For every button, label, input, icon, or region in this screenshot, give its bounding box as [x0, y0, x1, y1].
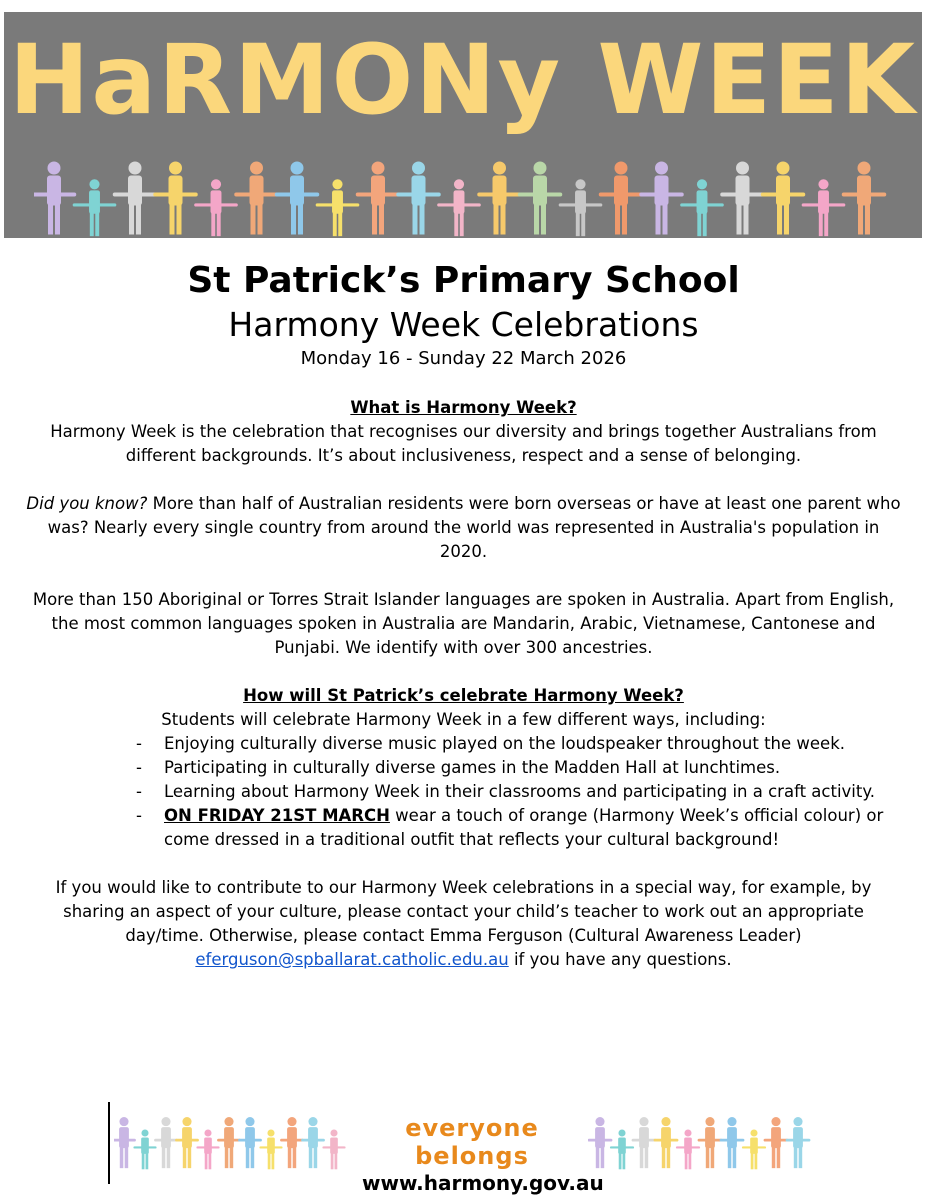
people-holding-hands-illustration — [34, 160, 894, 244]
person-figure — [677, 1129, 699, 1169]
person-figure — [641, 162, 682, 235]
person-figure — [439, 179, 480, 236]
person-figure — [303, 1117, 324, 1168]
celebrate-list — [128, 732, 897, 852]
footer-text — [362, 1114, 604, 1196]
fact-1-text: More than half of Australian residents were born overseas or have at least one parent who was? Nearly every single country from around the world was represented in Australia's population in 2020. — [47, 494, 901, 561]
list-item: - Participating in culturally diverse games in the Madden Hall at lunchtimes. — [164, 756, 897, 780]
footer-banner — [108, 1102, 822, 1195]
event-dates: Monday 16 - Sunday 22 March 2026 — [300, 348, 627, 369]
person-figure — [74, 179, 115, 236]
person-figure — [601, 162, 642, 235]
celebrate-heading: How will St Patrick’s celebrate Harmony Week? — [243, 686, 684, 705]
person-figure — [655, 1117, 677, 1168]
person-figure — [219, 1117, 240, 1168]
person-figure — [479, 162, 520, 235]
intro-body: Harmony Week is the celebration that recognises our diversity and brings together Australians from different backgrounds. It’s about inclusiveness, respect and a sense of belonging. — [50, 422, 877, 465]
person-figure — [398, 162, 439, 235]
friday-label: ON FRIDAY 21ST MARCH — [164, 806, 390, 825]
person-figure — [358, 162, 399, 235]
celebrate-lead: Students will celebrate Harmony Week in a few different ways, including: — [161, 710, 766, 729]
person-figure — [763, 162, 804, 235]
footer-url: www.harmony.gov.au — [362, 1171, 604, 1195]
intro-section — [0, 396, 927, 468]
person-figure — [196, 179, 237, 236]
main-content — [0, 252, 927, 996]
person-figure — [317, 179, 358, 236]
footer-slogan: everyone belongs — [405, 1114, 539, 1170]
person-figure — [520, 162, 561, 235]
list-item-friday — [164, 804, 897, 852]
person-figure — [721, 1117, 743, 1168]
person-figure — [156, 1117, 177, 1168]
school-name: St Patrick’s Primary School — [187, 260, 740, 301]
person-figure — [277, 162, 318, 235]
person-figure — [844, 162, 885, 235]
person-figure — [722, 162, 763, 235]
person-figure — [803, 179, 844, 236]
fact-2: More than 150 Aboriginal or Torres Strait Islander languages are spoken in Australia. Apart from English, the most common languages spoken in Australia are Mandarin, Arabic, Vietnamese, Cantonese and Punjabi. We identify with over 300 ancestries. — [32, 590, 895, 657]
person-figure — [743, 1129, 765, 1169]
person-figure — [324, 1129, 345, 1169]
person-figure — [765, 1117, 787, 1168]
friday-text: wear a touch of orange (Harmony Week’s official colour) or come dressed in a traditional outfit that reflects your cultural background! — [164, 806, 884, 849]
person-figure — [115, 162, 156, 235]
contact-text: If you would like to contribute to our Harmony Week celebrations in a special way, for example, by sharing an aspect of your culture, please contact your child’s teacher to work out an appropriate day/time. Otherwise, please contact Emma Ferguson (Cultural Awareness Leader) — [55, 878, 872, 945]
person-figure — [699, 1117, 721, 1168]
footer-people-right-illustration — [588, 1116, 818, 1176]
contact-tail: if you have any questions. — [508, 950, 732, 969]
list-item: - Enjoying culturally diverse music played on the loudspeaker throughout the week. — [164, 732, 897, 756]
person-figure — [682, 179, 723, 236]
list-item: - Learning about Harmony Week in their classrooms and participating in a craft activity. — [164, 780, 897, 804]
intro-heading: What is Harmony Week? — [350, 398, 577, 417]
person-figure — [633, 1117, 655, 1168]
person-figure — [282, 1117, 303, 1168]
person-figure — [560, 179, 601, 236]
person-figure — [611, 1129, 633, 1169]
person-figure — [34, 162, 74, 235]
person-figure — [155, 162, 196, 235]
contact-section — [0, 876, 927, 972]
person-figure — [787, 1117, 809, 1168]
person-figure — [135, 1129, 156, 1169]
contact-email-link[interactable]: eferguson@spballarat.catholic.edu.au — [195, 950, 509, 969]
banner-title: HaRMONy WEEK — [9, 24, 917, 136]
celebrate-section — [0, 684, 927, 852]
page-subtitle: Harmony Week Celebrations — [228, 305, 699, 344]
harmony-week-banner — [4, 12, 922, 238]
person-figure — [589, 1117, 611, 1168]
person-figure — [236, 162, 277, 235]
person-figure — [177, 1117, 198, 1168]
person-figure — [198, 1129, 219, 1169]
fact-1 — [0, 492, 927, 564]
footer-people-left-illustration — [114, 1116, 354, 1176]
person-figure — [240, 1117, 261, 1168]
person-figure — [261, 1129, 282, 1169]
person-figure — [114, 1117, 135, 1168]
did-you-know-label: Did you know? — [26, 494, 148, 513]
